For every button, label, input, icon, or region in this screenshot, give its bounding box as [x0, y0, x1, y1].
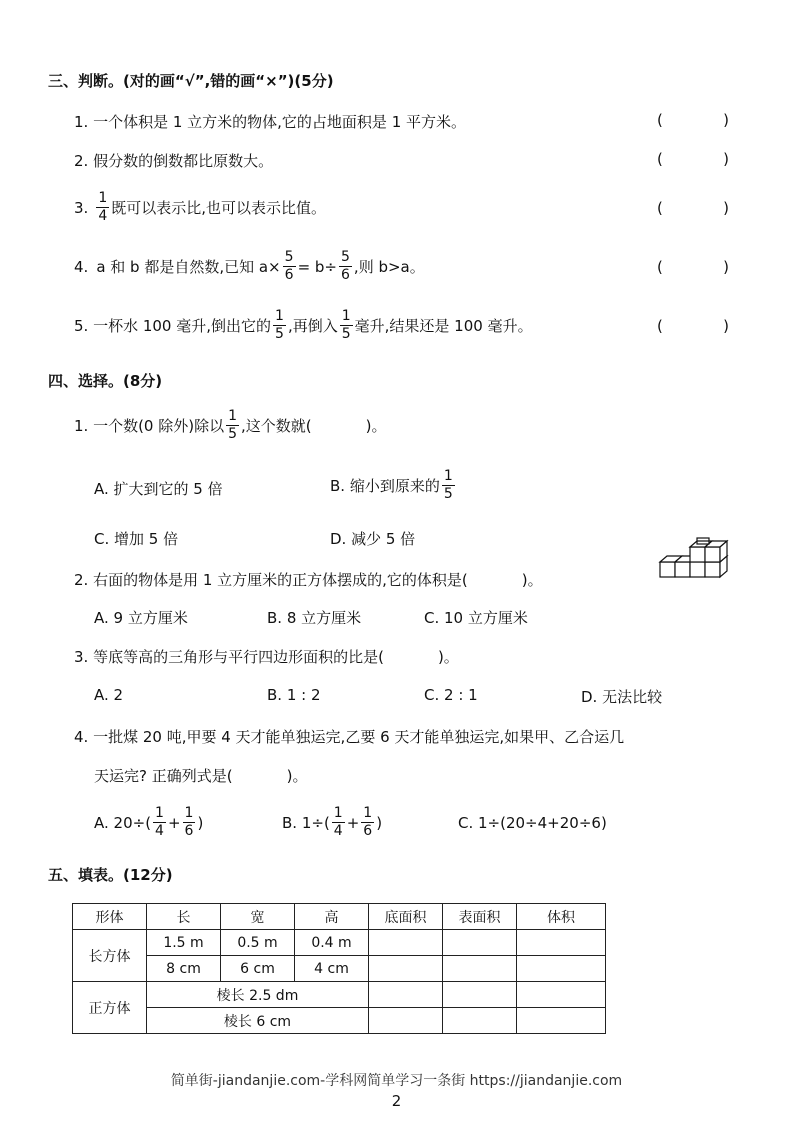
- table-cell: 棱长 2.5 dm: [147, 982, 369, 1008]
- cube-stack-figure: [658, 536, 734, 582]
- header-cell: 体积: [517, 904, 606, 930]
- choice-q1-option-b[interactable]: B. 缩小到原来的 $\frac{1}{5}$: [330, 468, 453, 502]
- choice-q3-option-b[interactable]: B. 1 : 2: [267, 686, 321, 704]
- section-4-title: 四、选择。(8分): [48, 372, 163, 390]
- choice-q4-line2: 天运完? 正确列式是( )。: [94, 767, 308, 785]
- header-cell: 宽: [221, 904, 295, 930]
- header-cell: 高: [295, 904, 369, 930]
- answer-cell[interactable]: [517, 930, 606, 956]
- table-cell: 6 cm: [221, 956, 295, 982]
- table-cell: 棱长 6 cm: [147, 1008, 369, 1034]
- fraction: $\frac{1}{5}$: [443, 468, 453, 502]
- choice-q1: 1. 一个数(0 除外)除以 $\frac{1}{5}$ ,这个数就( )。: [74, 408, 387, 442]
- answer-cell[interactable]: [517, 956, 606, 982]
- choice-q3-option-a[interactable]: A. 2: [94, 686, 124, 704]
- fraction: $\frac{5}{6}$: [341, 249, 350, 283]
- choice-q2-option-a[interactable]: A. 9 立方厘米: [94, 609, 188, 627]
- answer-paren[interactable]: ( ): [657, 258, 729, 276]
- fraction: $\frac{5}{6}$: [284, 249, 294, 283]
- answer-cell[interactable]: [517, 982, 606, 1008]
- fraction: $\frac{1}{6}$: [184, 805, 194, 839]
- answer-blank[interactable]: [384, 646, 438, 667]
- header-cell: 长: [147, 904, 221, 930]
- choice-q3-option-d[interactable]: D. 无法比较: [581, 688, 663, 706]
- header-cell: 底面积: [369, 904, 443, 930]
- answer-cell[interactable]: [443, 1008, 517, 1034]
- answer-blank[interactable]: [233, 765, 287, 786]
- judge-q1: 1. 一个体积是 1 立方米的物体,它的占地面积是 1 平方米。: [74, 113, 467, 131]
- fill-table: [72, 903, 606, 1034]
- judge-q4: 4. a 和 b 都是自然数,已知 a× $\frac{5}{6}$ = b÷ $\frac{5}{6}$ ,则 b>a。: [74, 249, 425, 283]
- table-cell: 0.5 m: [221, 930, 295, 956]
- choice-q4-option-b[interactable]: B. 1÷( $\frac{1}{4}$ + $\frac{1}{6}$ ): [282, 805, 383, 839]
- answer-paren[interactable]: ( ): [657, 150, 729, 168]
- fraction: $\frac{1}{6}$: [363, 805, 373, 839]
- judge-q5: 5. 一杯水 100 毫升,倒出它的 $\frac{1}{5}$ ,再倒入 $\frac{1}{5}$ 毫升,结果还是 100 毫升。: [74, 308, 533, 342]
- fraction: $\frac{1}{5}$: [341, 308, 351, 342]
- header-cell: 表面积: [443, 904, 517, 930]
- row-label-cube: 正方体: [73, 982, 147, 1034]
- answer-cell[interactable]: [443, 956, 517, 982]
- choice-q2-option-c[interactable]: C. 10 立方厘米: [424, 609, 528, 627]
- section-5-title: 五、填表。(12分): [48, 866, 173, 884]
- answer-cell[interactable]: [517, 1008, 606, 1034]
- answer-paren[interactable]: ( ): [657, 199, 729, 217]
- answer-blank[interactable]: [468, 569, 522, 590]
- choice-q4-option-c[interactable]: C. 1÷(20÷4+20÷6): [458, 814, 607, 832]
- answer-cell[interactable]: [369, 982, 443, 1008]
- table-cell: 8 cm: [147, 956, 221, 982]
- choice-q1-option-a[interactable]: A. 扩大到它的 5 倍: [94, 480, 223, 498]
- fraction: $\frac{1}{4}$: [333, 805, 343, 839]
- header-cell: 形体: [73, 904, 147, 930]
- choice-q4-option-a[interactable]: A. 20÷( $\frac{1}{4}$ + $\frac{1}{6}$ ): [94, 805, 204, 839]
- answer-cell[interactable]: [369, 956, 443, 982]
- choice-q1-option-c[interactable]: C. 增加 5 倍: [94, 530, 179, 548]
- choice-q3: 3. 等底等高的三角形与平行四边形面积的比是( )。: [74, 648, 459, 666]
- answer-cell[interactable]: [443, 930, 517, 956]
- footer-watermark: 简单街-jiandanjie.com-学科网简单学习一条街 https://jiandanjie.com: [170, 1073, 623, 1089]
- answer-paren[interactable]: ( ): [657, 111, 729, 129]
- table-cell: 1.5 m: [147, 930, 221, 956]
- fraction: $\frac{1}{4}$: [98, 190, 108, 224]
- table-cell: 0.4 m: [295, 930, 369, 956]
- answer-cell[interactable]: [443, 982, 517, 1008]
- row-label-cuboid: 长方体: [73, 930, 147, 982]
- fraction: $\frac{1}{5}$: [275, 308, 284, 342]
- page-number: 2: [391, 1092, 402, 1110]
- fraction: $\frac{1}{5}$: [228, 408, 238, 442]
- choice-q1-option-d[interactable]: D. 减少 5 倍: [330, 530, 416, 548]
- choice-q2-option-b[interactable]: B. 8 立方厘米: [267, 609, 362, 627]
- table-cell: 4 cm: [295, 956, 369, 982]
- choice-q2: 2. 右面的物体是用 1 立方厘米的正方体摆成的,它的体积是( )。: [74, 571, 543, 589]
- answer-cell[interactable]: [369, 930, 443, 956]
- choice-q4-line1: 4. 一批煤 20 吨,甲要 4 天才能单独运完,乙要 6 天才能单独运完,如果甲、乙合运几: [74, 728, 625, 746]
- judge-q2: 2. 假分数的倒数都比原数大。: [74, 152, 274, 170]
- judge-q3: 3. $\frac{1}{4}$ 既可以表示比,也可以表示比值。: [74, 190, 327, 224]
- section-3-title: 三、判断。(对的画“√”,错的画“×”)(5分): [48, 72, 334, 90]
- answer-paren[interactable]: ( ): [657, 317, 729, 335]
- choice-q3-option-c[interactable]: C. 2 : 1: [424, 686, 478, 704]
- answer-cell[interactable]: [369, 1008, 443, 1034]
- fraction: $\frac{1}{4}$: [155, 805, 164, 839]
